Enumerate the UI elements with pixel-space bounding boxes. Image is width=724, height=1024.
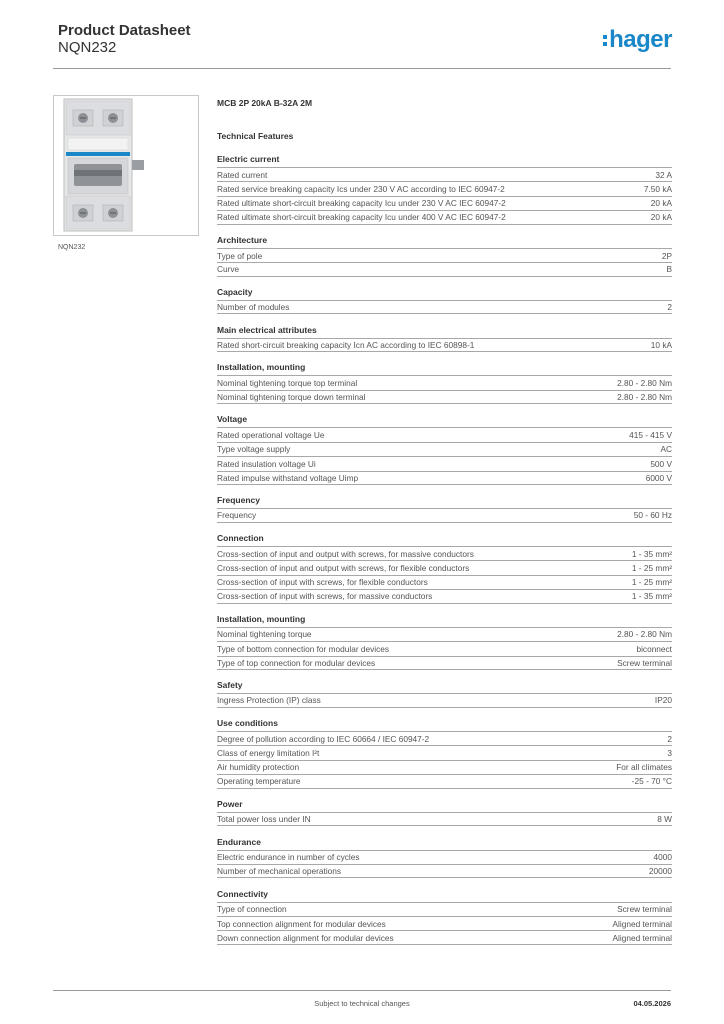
spec-row bbox=[217, 812, 672, 826]
spec-label: Cross-section of input with screws, for flexible conductors bbox=[217, 577, 428, 588]
spec-label: Type of pole bbox=[217, 250, 263, 261]
spec-value: 7.50 kA bbox=[643, 184, 672, 195]
features-heading: Technical Features bbox=[217, 131, 294, 141]
spec-row bbox=[217, 850, 672, 864]
spec-row bbox=[217, 864, 672, 878]
spec-section bbox=[217, 362, 672, 404]
spec-section bbox=[217, 414, 672, 485]
spec-label: Rated ultimate short-circuit breaking capacity Icu under 230 V AC IEC 60947-2 bbox=[217, 198, 506, 209]
spec-label: Type of top connection for modular devices bbox=[217, 657, 376, 668]
spec-value: 2 bbox=[667, 733, 672, 744]
spec-row bbox=[217, 641, 672, 655]
spec-section bbox=[217, 495, 672, 522]
spec-section bbox=[217, 799, 672, 826]
spec-value: 10 kA bbox=[650, 339, 672, 350]
spec-value: 500 V bbox=[650, 458, 672, 469]
spec-label: Cross-section of input with screws, for massive conductors bbox=[217, 591, 433, 602]
spec-value: 20 kA bbox=[650, 198, 672, 209]
spec-row bbox=[217, 471, 672, 485]
spec-value: For all climates bbox=[616, 762, 672, 773]
spec-row bbox=[217, 508, 672, 522]
spec-value: 20000 bbox=[648, 866, 672, 877]
spec-row bbox=[217, 731, 672, 745]
spec-section bbox=[217, 718, 672, 789]
spec-label: Class of energy limitation I²t bbox=[217, 748, 320, 759]
spec-value: Aligned terminal bbox=[612, 932, 672, 943]
spec-row bbox=[217, 196, 672, 210]
spec-value: 4000 bbox=[653, 852, 672, 863]
spec-value: IP20 bbox=[654, 695, 672, 706]
section-title: Electric current bbox=[217, 154, 280, 164]
spec-value: 6000 V bbox=[645, 472, 672, 483]
spec-row bbox=[217, 902, 672, 916]
spec-row bbox=[217, 693, 672, 707]
spec-row bbox=[217, 745, 672, 759]
spec-section bbox=[217, 235, 672, 277]
spec-value: 1 - 35 mm² bbox=[631, 591, 672, 602]
spec-label: Cross-section of input and output with screws, for massive conductors bbox=[217, 548, 474, 559]
spec-row bbox=[217, 916, 672, 930]
spec-value: 1 - 25 mm² bbox=[631, 563, 672, 574]
spec-label: Rated service breaking capacity Ics under 230 V AC according to IEC 60947-2 bbox=[217, 184, 505, 195]
spec-label: Top connection alignment for modular devices bbox=[217, 918, 386, 929]
spec-label: Air humidity protection bbox=[217, 762, 300, 773]
spec-label: Number of modules bbox=[217, 302, 290, 313]
spec-value: 50 - 60 Hz bbox=[633, 510, 672, 521]
spec-value: Screw terminal bbox=[617, 657, 672, 668]
document-title: Product Datasheet bbox=[58, 22, 191, 39]
spec-label: Ingress Protection (IP) class bbox=[217, 695, 321, 706]
spec-value: 8 W bbox=[657, 814, 672, 824]
spec-row bbox=[217, 390, 672, 404]
spec-row bbox=[217, 930, 672, 944]
section-title: Power bbox=[217, 798, 243, 809]
spec-row bbox=[217, 442, 672, 456]
section-title: Capacity bbox=[217, 286, 253, 297]
spec-label: Type voltage supply bbox=[217, 444, 291, 455]
section-title: Endurance bbox=[217, 836, 261, 847]
section-title: Installation, mounting bbox=[217, 362, 306, 373]
spec-label: Down connection alignment for modular devices bbox=[217, 932, 394, 943]
spec-label: Rated ultimate short-circuit breaking capacity Icu under 400 V AC IEC 60947-2 bbox=[217, 212, 506, 223]
image-caption: NQN232 bbox=[58, 244, 86, 251]
spec-label: Curve bbox=[217, 264, 240, 275]
spec-value: Aligned terminal bbox=[612, 918, 672, 929]
spec-label: Nominal tightening torque bbox=[217, 629, 312, 640]
hager-logo bbox=[603, 28, 672, 52]
product-name: MCB 2P 20kA B-32A 2M bbox=[217, 98, 313, 108]
spec-section bbox=[217, 287, 672, 314]
spec-section bbox=[217, 614, 672, 670]
spec-label: Number of mechanical operations bbox=[217, 866, 342, 877]
spec-row bbox=[217, 427, 672, 441]
spec-value: B bbox=[666, 264, 672, 275]
spec-value: 3 bbox=[667, 748, 672, 759]
spec-value: 2.80 - 2.80 Nm bbox=[617, 391, 672, 402]
spec-row bbox=[217, 627, 672, 641]
spec-section bbox=[217, 154, 672, 225]
spec-label: Type of bottom connection for modular devices bbox=[217, 643, 390, 654]
section-title: Architecture bbox=[217, 234, 268, 245]
spec-section bbox=[217, 325, 672, 352]
spec-section bbox=[217, 533, 672, 604]
spec-section bbox=[217, 837, 672, 879]
spec-value: 32 A bbox=[655, 169, 672, 180]
section-title: Frequency bbox=[217, 495, 260, 506]
section-title: Connectivity bbox=[217, 888, 269, 899]
spec-label: Type of connection bbox=[217, 904, 287, 915]
footer-note: Subject to technical changes bbox=[314, 999, 410, 1008]
spec-label: Rated insulation voltage Ui bbox=[217, 458, 316, 469]
spec-value: 2.80 - 2.80 Nm bbox=[617, 378, 672, 388]
product-reference: NQN232 bbox=[58, 39, 117, 56]
spec-section bbox=[217, 889, 672, 945]
spec-label: Rated short-circuit breaking capacity Icn AC according to IEC 60898-1 bbox=[217, 339, 475, 350]
spec-row bbox=[217, 338, 672, 352]
spec-row bbox=[217, 262, 672, 276]
spec-row bbox=[217, 456, 672, 470]
spec-section bbox=[217, 680, 672, 707]
logo-dots-icon bbox=[603, 35, 607, 46]
spec-label: Degree of pollution according to IEC 60664 / IEC 60947-2 bbox=[217, 733, 430, 744]
spec-row bbox=[217, 560, 672, 574]
spec-value: 2P bbox=[661, 250, 672, 261]
spec-label: Cross-section of input and output with screws, for flexible conductors bbox=[217, 563, 470, 574]
spec-label: Operating temperature bbox=[217, 776, 301, 787]
spec-row bbox=[217, 575, 672, 589]
spec-label: Nominal tightening torque top terminal bbox=[217, 378, 358, 388]
spec-row bbox=[217, 300, 672, 314]
spec-label: Electric endurance in number of cycles bbox=[217, 852, 360, 863]
spec-value: Screw terminal bbox=[617, 904, 672, 915]
section-title: Installation, mounting bbox=[217, 613, 306, 624]
spec-label: Rated current bbox=[217, 169, 268, 180]
spec-row bbox=[217, 181, 672, 195]
spec-value: AC bbox=[660, 444, 672, 455]
spec-row bbox=[217, 760, 672, 774]
spec-row bbox=[217, 546, 672, 560]
spec-label: Nominal tightening torque down terminal bbox=[217, 391, 366, 402]
circuit-breaker-icon bbox=[54, 96, 198, 235]
spec-row bbox=[217, 248, 672, 262]
spec-label: Rated impulse withstand voltage Uimp bbox=[217, 472, 359, 483]
product-image bbox=[53, 95, 199, 236]
spec-label: Rated operational voltage Ue bbox=[217, 430, 325, 441]
spec-row bbox=[217, 589, 672, 603]
section-title: Main electrical attributes bbox=[217, 324, 317, 335]
spec-value: biconnect bbox=[636, 643, 672, 654]
spec-row bbox=[217, 774, 672, 788]
spec-row bbox=[217, 210, 672, 224]
spec-value: 1 - 35 mm² bbox=[631, 548, 672, 559]
spec-label: Frequency bbox=[217, 510, 257, 521]
spec-row bbox=[217, 167, 672, 181]
section-title: Safety bbox=[217, 680, 243, 691]
footer-divider bbox=[53, 990, 671, 991]
logo-text: hager bbox=[609, 26, 672, 53]
header-divider bbox=[53, 68, 671, 69]
spec-value: 20 kA bbox=[650, 212, 672, 223]
spec-value: 2.80 - 2.80 Nm bbox=[617, 629, 672, 640]
section-title: Connection bbox=[217, 532, 264, 543]
section-title: Use conditions bbox=[217, 717, 278, 728]
spec-value: -25 - 70 °C bbox=[631, 776, 672, 787]
spec-row bbox=[217, 656, 672, 670]
spec-row bbox=[217, 375, 672, 389]
spec-value: 2 bbox=[667, 302, 672, 313]
spec-label: Total power loss under IN bbox=[217, 814, 311, 824]
technical-content bbox=[217, 97, 672, 955]
footer-date: 04.05.2026 bbox=[633, 999, 671, 1008]
spec-value: 1 - 25 mm² bbox=[631, 577, 672, 588]
section-title: Voltage bbox=[217, 414, 248, 425]
spec-value: 415 - 415 V bbox=[629, 430, 672, 441]
feature-sections bbox=[217, 154, 672, 945]
